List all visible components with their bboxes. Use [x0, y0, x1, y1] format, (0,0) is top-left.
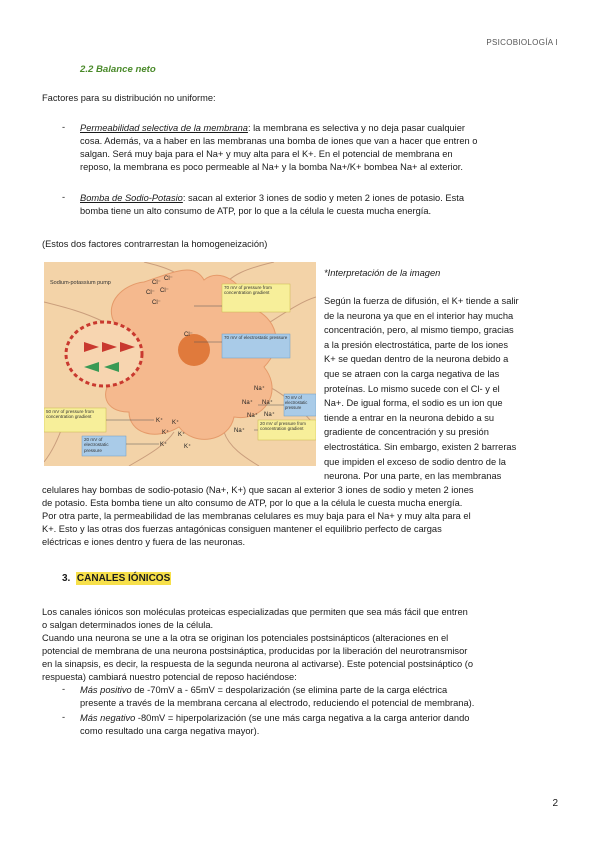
paragraph-line: respuesta) cambiará nuestro potencial de reposo haciéndose:	[42, 672, 297, 682]
bullet-text: de -70mV a - 65mV = despolarización (se elimina parte de la carga eléctrica	[131, 685, 448, 695]
section-title-balance-neto: 2.2 Balance neto	[80, 64, 156, 75]
interpretation-line: que impiden el exceso de sodio dentro de la	[324, 456, 506, 467]
continuation-line: de potasio. Esta bomba tiene un alto consumo de ATP, por lo que a la célula le cuesta mucha energía.	[42, 498, 463, 508]
na-ion-4: Na⁺	[247, 413, 258, 419]
interpretation-line: a la presión electrostática, parte de los iones	[324, 339, 508, 350]
section-title-text: CANALES IÓNICOS	[76, 573, 171, 584]
interpretation-line: que se atraen con la carga negativa de las	[324, 368, 500, 379]
bullet-text: como resultado una carga negativa mayor).	[80, 726, 260, 736]
cl-ion-2: Cl⁻	[164, 276, 173, 282]
k-ion-4: K⁺	[178, 432, 186, 438]
interpretation-line: de la neurona ya que en el interior hay mucha	[324, 310, 514, 321]
continuation-line: eléctricas e iones dentro y fuera de las neuronas.	[42, 537, 246, 547]
cl-ion-6: Cl⁻	[184, 332, 193, 338]
interpretation-line: Na+. De igual forma, el sodio es un ion que	[324, 398, 503, 409]
box-text: 20 mV of electrostatic pressure	[84, 437, 109, 453]
box-text: 70 mV of electrostatic pressure	[285, 395, 308, 410]
term-mas-negativo: Más negativo	[80, 713, 136, 723]
interpretation-line: Según la fuerza de difusión, el K+ tiende a salir	[324, 296, 519, 306]
continuation-line: K+. Esto y las otras dos fuerzas antagónicas consiguen mantener el equilibrio perfecto de cargas	[42, 524, 442, 534]
bullet-text: presente a través de la membrana cercana al electrodo, reduciendo el potencial de membrana).	[80, 698, 475, 708]
na-ion-6: Na⁺	[234, 428, 245, 434]
term-mas-positivo: Más positivo	[80, 685, 132, 695]
bullet-text: -80mV = hiperpolarización (se une más carga negativa a la carga anterior dando	[135, 713, 470, 723]
box-k-concentration-text	[46, 409, 106, 431]
canales-paragraph-2	[42, 632, 558, 684]
bullet-mas-positivo	[80, 684, 558, 710]
bullet-marker: -	[62, 192, 66, 202]
bullet-text: : la membrana es selectiva y no deja pasar cualquier	[247, 123, 465, 133]
box-na-concentration-text	[260, 421, 316, 439]
running-header: PSICOBIOLOGÍA I	[486, 38, 558, 47]
interpretation-text	[324, 294, 558, 484]
neuron-diagram	[44, 262, 316, 466]
k-ion-3: K⁺	[162, 430, 170, 436]
sodium-potassium-pump	[66, 322, 142, 386]
bullet-text: : sacan al exterior 3 iones de sodio y meten 2 iones de potasio. Esta	[182, 193, 464, 203]
box-cl-electrostatic-text	[224, 335, 290, 357]
section-number: 3.	[62, 573, 71, 584]
box-text: 50 mV of pressure from concentration gradient	[46, 409, 94, 420]
box-text: 70 mV of pressure from concentration gradient	[224, 285, 272, 296]
k-ion-2: K⁺	[172, 420, 180, 426]
bullet-marker: -	[62, 712, 66, 722]
bullet-mas-negativo	[80, 712, 558, 738]
page-number: 2	[552, 798, 558, 809]
cl-ion-5: Cl⁻	[152, 300, 161, 306]
canales-paragraph-1	[42, 606, 558, 632]
nucleus	[178, 334, 210, 366]
paragraph-line: o salgan determinados iones de la célula.	[42, 620, 214, 630]
factors-intro: Factores para su distribución no uniforme:	[42, 93, 216, 103]
bullet-marker: -	[62, 684, 66, 694]
continuation-line: celulares hay bombas de sodio-potasio (Na+, K+) que sacan al exterior 3 iones de sodio y meten 2 iones	[42, 485, 474, 495]
pump-label: Sodium-potassium pump	[50, 280, 111, 286]
continuation-line: Por otra parte, la permeabilidad de las membranas celulares es muy baja para el Na+ y muy alta para el	[42, 511, 471, 521]
box-text: 20 mV of pressure from concentration gradient	[260, 421, 306, 432]
box-cl-concentration-text	[224, 285, 290, 313]
bullet-text: cosa. Además, va a haber en las membranas una bomba de iones que van a hacer que entren o	[80, 136, 478, 146]
k-ion-1: K⁺	[156, 418, 164, 424]
paragraph-line: Los canales iónicos son moléculas proteicas especializadas que permiten que sea más fácil que entren	[42, 607, 468, 617]
na-ion-1: Na⁺	[254, 386, 265, 392]
bullet-text: bomba tiene un alto consumo de ATP, por lo que a la célula le cuesta mucha energía.	[80, 206, 432, 216]
box-k-electrostatic-text	[84, 437, 126, 455]
na-ion-5: Na⁺	[264, 412, 275, 418]
term-permeabilidad: Permeabilidad selectiva de la membrana	[80, 123, 248, 133]
neuron-ion-figure	[44, 262, 316, 466]
box-na-electrostatic-text	[285, 395, 316, 415]
interpretation-line: tiende a entrar en la neurona debido a su	[324, 412, 495, 423]
bullet-marker: -	[62, 122, 66, 132]
k-ion-5: K⁺	[160, 442, 168, 448]
cl-ion-1: Cl⁻	[152, 280, 161, 286]
box-text: 70 mV of electrostatic pressure	[224, 335, 288, 340]
interpretation-line: gradiente de concentración y su presión	[324, 427, 489, 438]
paragraph-line: Cuando una neurona se une a la otra se originan los potenciales postsinápticos (alteraciones en el	[42, 633, 449, 643]
interpretation-line: electrostática. Sin embargo, existen 2 barreras	[324, 441, 517, 452]
interpretation-title: *Interpretación de la imagen	[324, 268, 441, 278]
term-bomba-sodio-potasio: Bomba de Sodio-Potasio	[80, 193, 183, 203]
interpretation-line: neurona. Por una parte, en las membranas	[324, 471, 502, 482]
bullet-bomba	[80, 192, 558, 218]
bullet-text: salgan. Será muy baja para el Na+ y muy alta para el K+. En el potencial de membrana en	[80, 149, 453, 159]
paragraph-line: en la sinapsis, es decir, la respuesta de la segunda neurona al activarse). Este potencial postsináptico (o	[42, 659, 474, 669]
bullet-text: reposo, la membrana es poco permeable al Na+ y la bomba Na+/K+ bombea Na+ al exterior.	[80, 162, 463, 172]
factors-note: (Estos dos factores contrarrestan la homogeneización)	[42, 239, 268, 249]
cl-ion-3: Cl⁻	[146, 290, 155, 296]
interpretation-line: proteínas. Lo mismo sucede con el Cl- y el	[324, 383, 500, 394]
k-ion-6: K⁺	[184, 444, 192, 450]
interpretation-line: concentración, pero, al mismo tiempo, gracias	[324, 325, 514, 336]
section-title-canales-ionicos	[62, 573, 171, 584]
interpretation-continuation	[42, 484, 558, 549]
bullet-permeabilidad	[80, 122, 558, 174]
na-ion-3: Na⁺	[262, 400, 273, 406]
interpretation-line: K+ se quedan dentro de la neurona debido a	[324, 354, 509, 365]
cl-ion-4: Cl⁻	[160, 288, 169, 294]
paragraph-line: potencial de membrana de una neurona postsináptica, producidas por la liberación del neurotransmisor	[42, 646, 468, 656]
na-ion-2: Na⁺	[242, 400, 253, 406]
